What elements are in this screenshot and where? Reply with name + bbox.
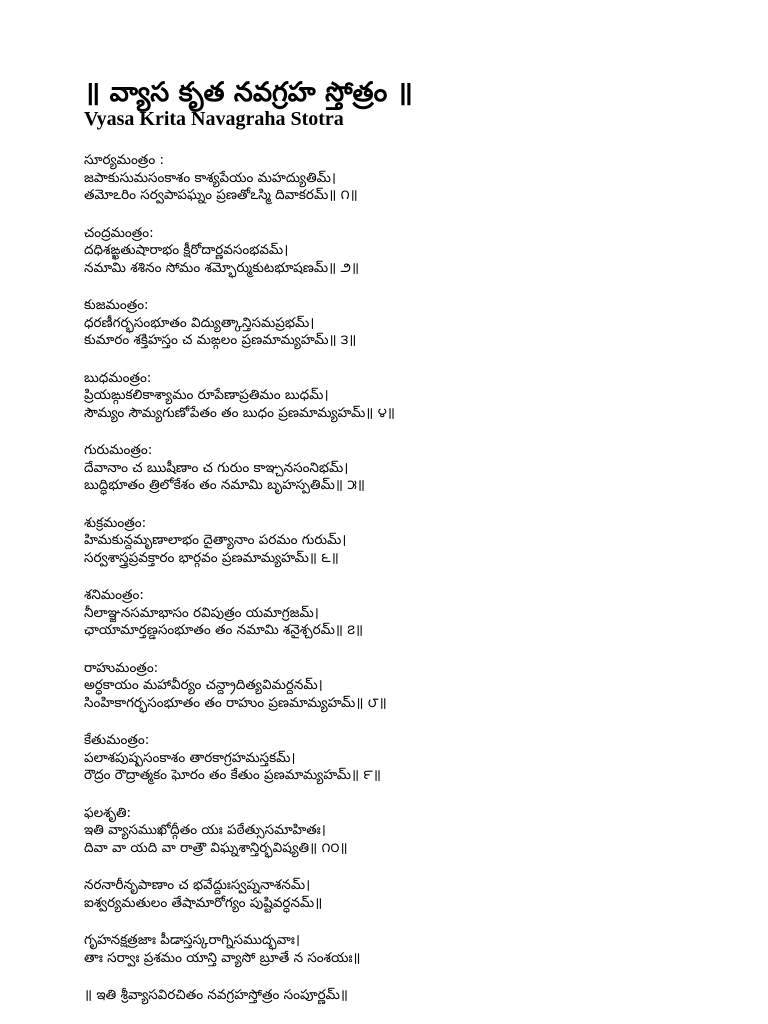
title-english: Vyasa Krita Navagraha Stotra — [84, 108, 344, 130]
verse-line: గృహనక్షత్రజాః పీడాస్తస్కరాగ్నిసముద్భవాః। — [84, 932, 301, 948]
section-heading: శనిమంత్రం: — [84, 587, 144, 603]
stotra-section — [84, 152, 724, 205]
verse-line: దేవానాం చ ఋషీణాం చ గురుం కాఞ్చనసంనిభమ్। — [84, 459, 349, 476]
verse-line: సౌమ్యం సౌమ్యగుణోపేతం తం బుధం ప్రణమామ్యహమ్॥ ౪॥ — [84, 404, 395, 421]
stotra-section — [84, 515, 724, 568]
verse-line: అర్ధకాయం మహావీర్యం చన్ద్రాదిత్యవిమర్దనమ్। — [84, 677, 323, 693]
verse-line: తమోఽరిం సర్వపాపఘ్నం ప్రణతోఽస్మి దివాకరమ్॥ ౧॥ — [84, 187, 358, 203]
title-telugu: ॥ వ్యాస కృత నవగ్రహ స్తోత్రం ॥ — [84, 77, 413, 108]
stotra-section — [84, 297, 724, 350]
verse-line: ధరణీగర్భసంభూతం విద్యుత్కాన్తిసమప్రభమ్। — [84, 314, 315, 331]
verse-line: దివా వా యది వా రాత్రౌ విఘ్నశాన్తిర్భవిష్యతి॥ ౧౦॥ — [84, 839, 348, 856]
verse-line: ఐశ్వర్యమతులం తేషామారోగ్యం పుష్టివర్ధనమ్॥ — [84, 894, 323, 911]
stotra-section — [84, 877, 724, 912]
verse-line: సర్వశాస్త్రప్రవక్తారం భార్గవం ప్రణమామ్యహమ్॥ ౬॥ — [84, 549, 339, 566]
verse-line: సింహికాగర్భసంభూతం తం రాహుం ప్రణమామ్యహమ్॥ ౮॥ — [84, 694, 387, 711]
section-heading: ఫలశృతి: — [84, 804, 132, 821]
verse-line: నరనారీనృపాణాం చ భవేద్దుఃస్వప్ననాశనమ్। — [84, 877, 311, 893]
stotra-section — [84, 370, 724, 423]
verse-line: ఛాయామార్తణ్డసంభూతం తం నమామి శనైశ్చరమ్॥ ౭॥ — [84, 622, 364, 638]
stotra-sections — [84, 152, 724, 967]
verse-line: రౌద్రం రౌద్రాత్మకం ఘోరం తం కేతుం ప్రణమామ్యహమ్॥ ౯॥ — [84, 767, 381, 783]
closing-line: ॥ ఇతి శ్రీవ్యాసవిరచితం నవగ్రహస్తోత్రం సంపూర్ణమ్॥ — [84, 987, 348, 1003]
section-heading: కేతుమంత్రం: — [84, 732, 150, 748]
section-heading: గురుమంత్రం: — [84, 442, 153, 458]
section-heading: చంద్రమంత్రం: — [84, 224, 154, 241]
verse-line: హిమకున్దమృణాలాభం దైత్యానాం పరమం గురుమ్। — [84, 532, 347, 548]
stotra-section — [84, 225, 724, 278]
section-heading: కుజమంత్రం: — [84, 297, 149, 313]
section-heading: శుక్రమంత్రం: — [84, 514, 147, 531]
verse-line: నీలాఞ్జనసమాభాసం రవిపుత్రం యమాగ్రజమ్। — [84, 604, 319, 621]
verse-line: ప్రియఙ్గుకలికాశ్యామం రూపేణాప్రతిమం బుధమ్। — [84, 387, 329, 403]
stotra-section — [84, 805, 724, 858]
verse-line: దధిశఙ్ఖతుషారాభం క్షీరోదార్ణవసంభవమ్। — [84, 242, 289, 258]
section-heading: సూర్యమంత్రం : — [84, 152, 164, 168]
section-heading: బుధమంత్రం: — [84, 369, 152, 386]
verse-line: జపాకుసుమసంకాశం కాశ్యపేయం మహద్యుతిమ్। — [84, 169, 337, 186]
section-heading: రాహుమంత్రం: — [84, 659, 159, 676]
verse-line: పలాశపుష్పసంకాశం తారకాగ్రహమస్తకమ్। — [84, 749, 296, 766]
stotra-section — [84, 660, 724, 713]
stotra-section — [84, 732, 724, 785]
verse-line: ఇతి వ్యాసముఖోద్గీతం యః పఠేత్సుసమాహితః। — [84, 822, 326, 838]
stotra-section — [84, 587, 724, 640]
stotra-section — [84, 932, 724, 967]
verse-line: కుమారం శక్తిహస్తం చ మఙ్గలం ప్రణమామ్యహమ్॥ ౩॥ — [84, 332, 357, 348]
stotra-section — [84, 442, 724, 495]
verse-line: బుద్ధిభూతం త్రిలోకేశం తం నమామి బృహస్పతిమ్॥ ౫॥ — [84, 477, 365, 493]
verse-line: తాః సర్వాః ప్రశమం యాన్తి వ్యాసో బ్రూతే న సంశయః॥ — [84, 949, 361, 966]
verse-line: నమామి శశినం సోమం శమ్భోర్ముకుటభూషణమ్॥ ౨॥ — [84, 259, 360, 276]
document-page — [84, 78, 724, 1005]
